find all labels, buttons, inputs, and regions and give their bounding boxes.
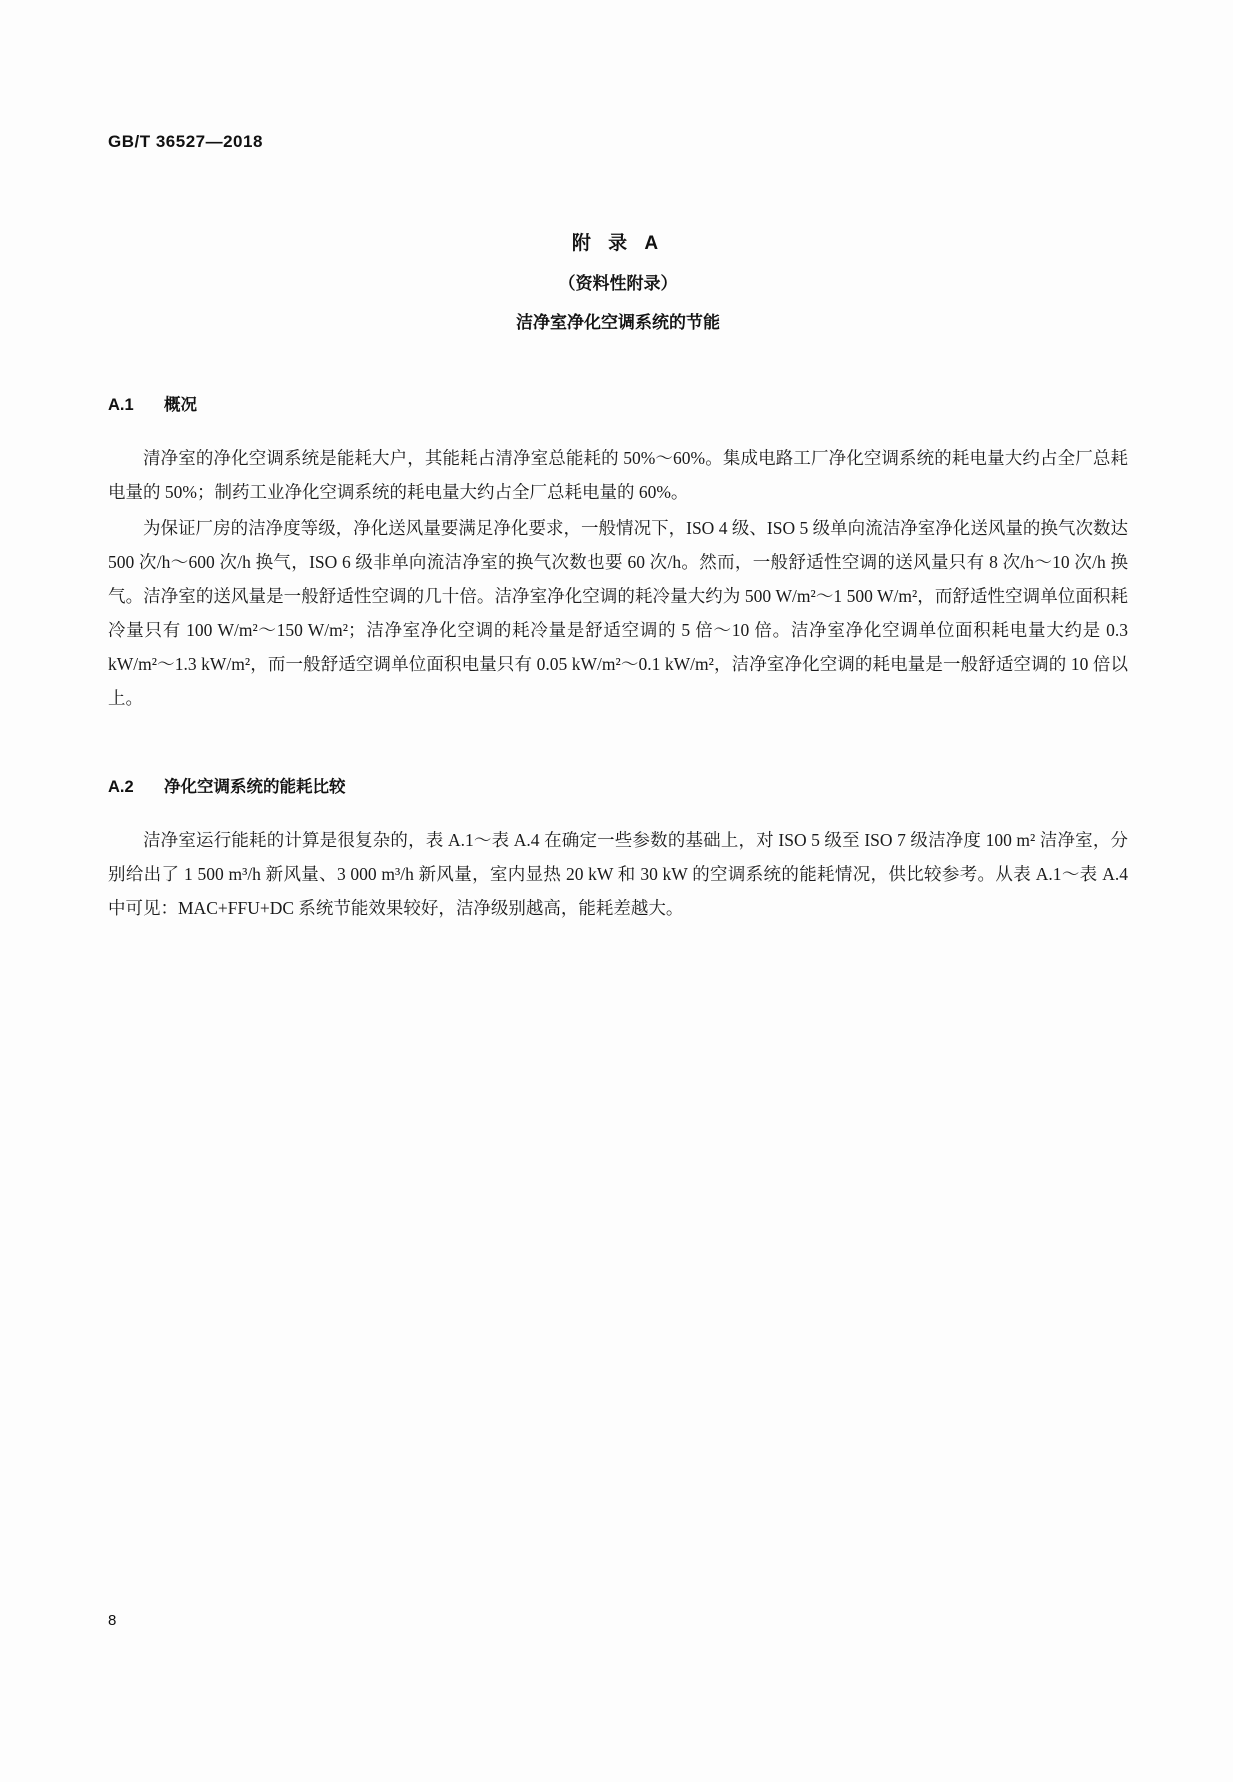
- page-content: [108, 228, 1128, 927]
- annex-title: 附 录 A: [571, 233, 665, 254]
- section-number-a1: A.1: [108, 396, 134, 414]
- annex-name: 洁净室净化空调系统的节能: [516, 313, 720, 332]
- section-title-a1: 概况: [164, 396, 197, 414]
- standard-number-header: GB/T 36527—2018: [108, 132, 263, 151]
- paragraph-a2-1: 洁净室运行能耗的计算是很复杂的，表 A.1～表 A.4 在确定一些参数的基础上，对 ISO 5 级至 ISO 7 级洁净度 100 m² 洁净室，分别给出了 1 500 m³/h 新风量、3 000 m³/h 新风量，室内显热 20 kW 和 30 kW 的空调系统的能耗情况，供比较参考。从表 A.1～表 A.4 中可见：MAC+FFU+DC 系统节能效果较好，洁净级别越高，能耗差越大。: [108, 830, 1128, 918]
- section-heading-a1: [108, 391, 1128, 415]
- page-number: 8: [108, 1612, 117, 1629]
- annex-subtitle: （资料性附录）: [558, 274, 678, 293]
- annex-title-block: [108, 228, 1128, 333]
- section-title-a2: 净化空调系统的能耗比较: [164, 778, 346, 796]
- paragraph-a1-1: 清净室的净化空调系统是能耗大户，其能耗占清净室总能耗的 50%～60%。集成电路工厂净化空调系统的耗电量大约占全厂总耗电量的 50%；制药工业净化空调系统的耗电量大约占全厂总耗电量的 60%。: [108, 448, 1128, 502]
- section-number-a2: A.2: [108, 778, 134, 796]
- paragraph-a1-2: 为保证厂房的洁净度等级，净化送风量要满足净化要求，一般情况下，ISO 4 级、ISO 5 级单向流洁净室净化送风量的换气次数达 500 次/h～600 次/h 换气，ISO 6 级非单向流洁净室的换气次数也要 60 次/h。然而，一般舒适性空调的送风量只有 8 次/h～10 次/h 换气。洁净室的送风量是一般舒适性空调的几十倍。洁净室净化空调的耗冷量大约为 500 W/m²～1 500 W/m²，而舒适性空调单位面积耗冷量只有 100 W/m²～150 W/m²；洁净室净化空调的耗冷量是舒适空调的 5 倍～10 倍。洁净室净化空调单位面积耗电量大约是 0.3 kW/m²～1.3 kW/m²，而一般舒适空调单位面积电量只有 0.05 kW/m²～0.1 kW/m²，洁净室净化空调的耗电量是一般舒适空调的 10 倍以上。: [108, 518, 1128, 708]
- section-heading-a2: [108, 773, 1128, 797]
